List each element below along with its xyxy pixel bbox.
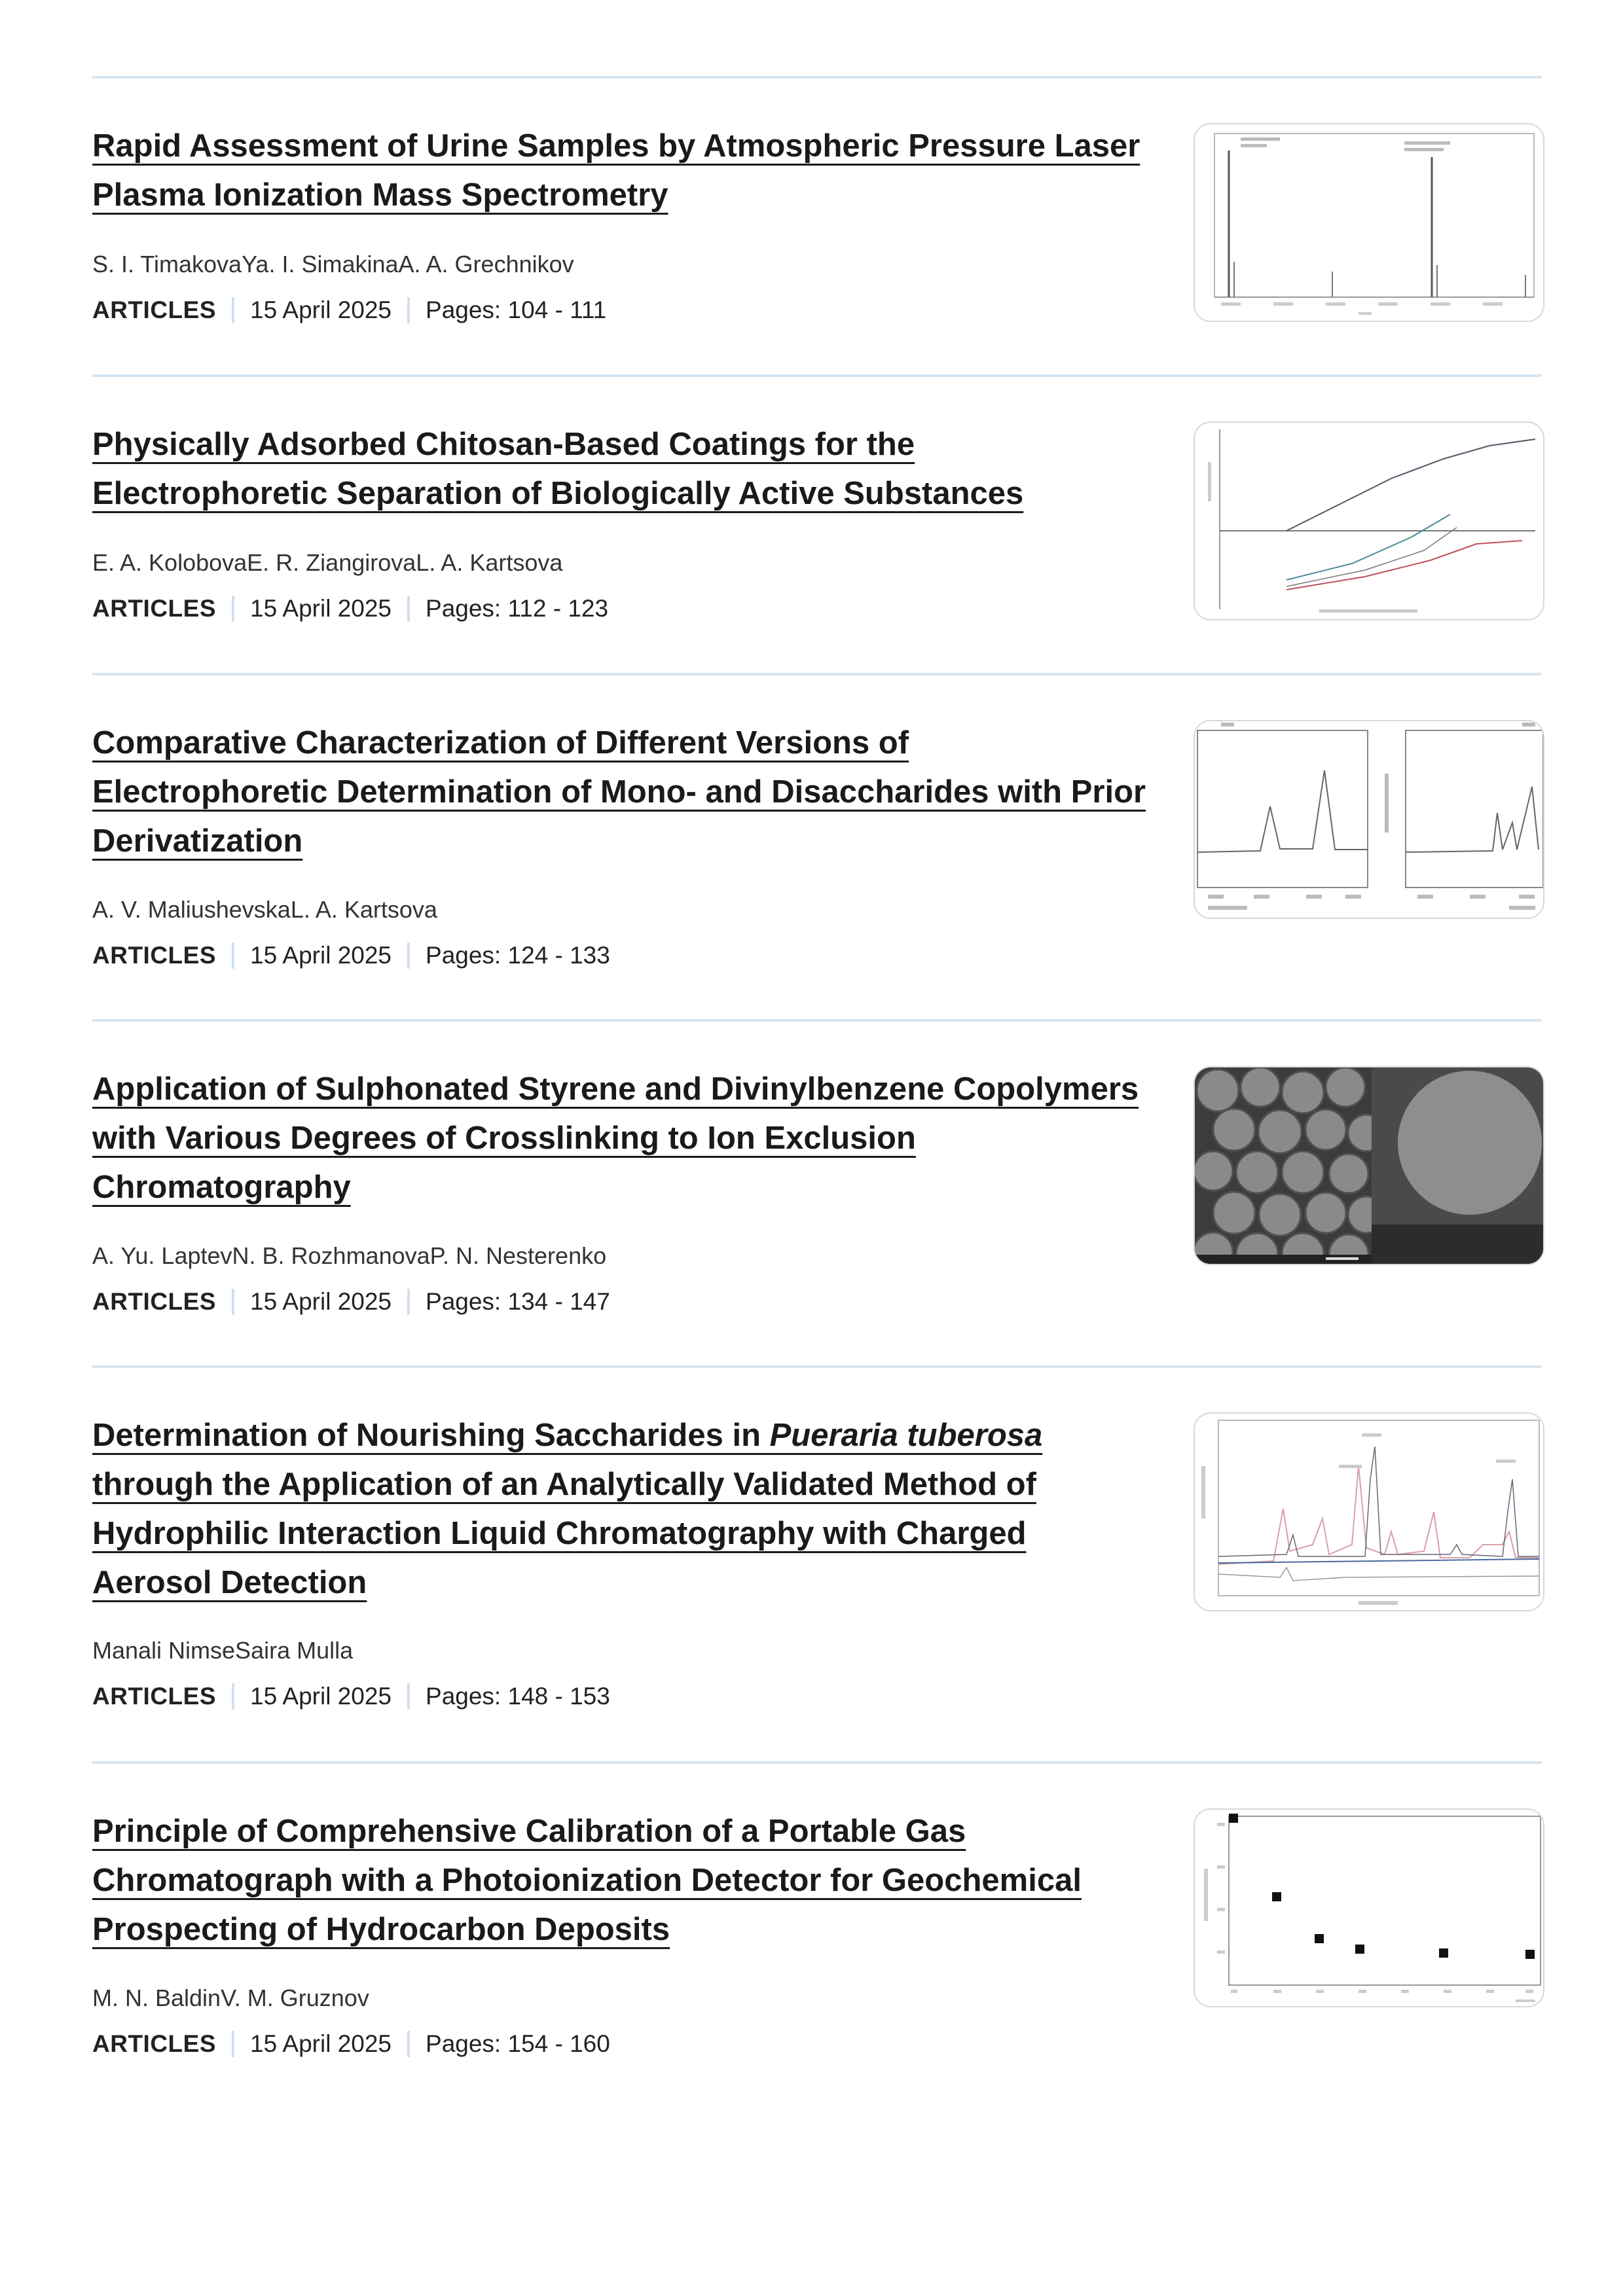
article-authors: Manali NimseSaira Mulla: [92, 1637, 354, 1664]
article-title[interactable]: Principle of Comprehensive Calibration of a Portable Gas Chromatograph with a Photoionization Detector for Geochemical Prospecting of Hydrocarbon Deposits: [92, 1814, 1082, 1947]
article-date: 15 April 2025: [250, 942, 392, 969]
article-date: 15 April 2025: [250, 1683, 392, 1710]
calibration-scatter-figure[interactable]: [1194, 1808, 1544, 2007]
mass-spectrum-figure[interactable]: [1194, 123, 1544, 322]
article-pages: Pages: 104 - 111: [426, 296, 607, 323]
meta-divider: [407, 942, 410, 969]
article-meta: [92, 1683, 610, 1710]
sem-micrograph-figure[interactable]: [1194, 1066, 1544, 1265]
divider: [92, 1019, 1542, 1022]
article-authors: A. Yu. LaptevN. B. RozhmanovaP. N. Nesterenko: [92, 1242, 607, 1269]
article-date: 15 April 2025: [250, 1288, 392, 1315]
electropherogram-figure[interactable]: [1194, 720, 1544, 919]
article-type[interactable]: ARTICLES: [92, 1288, 216, 1315]
article-meta: [92, 297, 606, 323]
article-meta: [92, 942, 610, 969]
article-type[interactable]: ARTICLES: [92, 1683, 216, 1710]
article-pages: Pages: 148 - 153: [426, 1683, 610, 1710]
article-type[interactable]: ARTICLES: [92, 296, 216, 323]
meta-divider: [407, 1683, 410, 1710]
article-meta: [92, 1289, 610, 1315]
article-authors: A. V. MaliushevskaL. A. Kartsova: [92, 896, 437, 923]
article-pages: Pages: 124 - 133: [426, 942, 610, 969]
divider: [92, 76, 1542, 79]
article-type[interactable]: ARTICLES: [92, 2030, 216, 2057]
divider: [92, 673, 1542, 675]
meta-divider: [232, 1683, 234, 1710]
meta-divider: [232, 2031, 234, 2057]
meta-divider: [232, 1289, 234, 1315]
mobility-vs-ph-figure[interactable]: [1194, 422, 1544, 620]
meta-divider: [407, 2031, 410, 2057]
divider: [92, 1365, 1542, 1368]
article-type[interactable]: ARTICLES: [92, 595, 216, 622]
chromatogram-figure[interactable]: [1194, 1412, 1544, 1611]
article-pages: Pages: 154 - 160: [426, 2030, 610, 2057]
article-title[interactable]: Determination of Nourishing Saccharides in Pueraria tuberosa through the Application of an Analytically Validated Method of Hydrophilic Interaction Liquid Chromatography with Charged Aerosol Detection: [92, 1418, 1043, 1600]
divider: [92, 1761, 1542, 1764]
meta-divider: [232, 297, 234, 323]
article-date: 15 April 2025: [250, 296, 392, 323]
article-pages: Pages: 134 - 147: [426, 1288, 610, 1315]
meta-divider: [407, 1289, 410, 1315]
meta-divider: [232, 596, 234, 622]
article-title[interactable]: Comparative Characterization of Different Versions of Electrophoretic Determination of Mono- and Disaccharides with Prior Derivatization: [92, 725, 1146, 859]
meta-divider: [232, 942, 234, 969]
article-meta: [92, 596, 608, 622]
article-date: 15 April 2025: [250, 595, 392, 622]
article-title[interactable]: Application of Sulphonated Styrene and Divinylbenzene Copolymers with Various Degrees of Crosslinking to Ion Exclusion Chromatography: [92, 1071, 1139, 1205]
article-type[interactable]: ARTICLES: [92, 942, 216, 969]
article-authors: M. N. BaldinV. M. Gruznov: [92, 1984, 369, 2011]
article-title[interactable]: Rapid Assessment of Urine Samples by Atmospheric Pressure Laser Plasma Ionization Mass Spectrometry: [92, 128, 1140, 213]
article-meta: [92, 2031, 610, 2057]
article-title[interactable]: Physically Adsorbed Chitosan-Based Coatings for the Electrophoretic Separation of Biologically Active Substances: [92, 427, 1024, 511]
meta-divider: [407, 596, 410, 622]
article-pages: Pages: 112 - 123: [426, 595, 609, 622]
divider: [92, 374, 1542, 377]
article-authors: S. I. TimakovaYa. I. SimakinaA. A. Grechnikov: [92, 251, 574, 278]
article-authors: E. A. KolobovaE. R. ZiangirovaL. A. Kartsova: [92, 549, 563, 576]
article-date: 15 April 2025: [250, 2030, 392, 2057]
meta-divider: [407, 297, 410, 323]
